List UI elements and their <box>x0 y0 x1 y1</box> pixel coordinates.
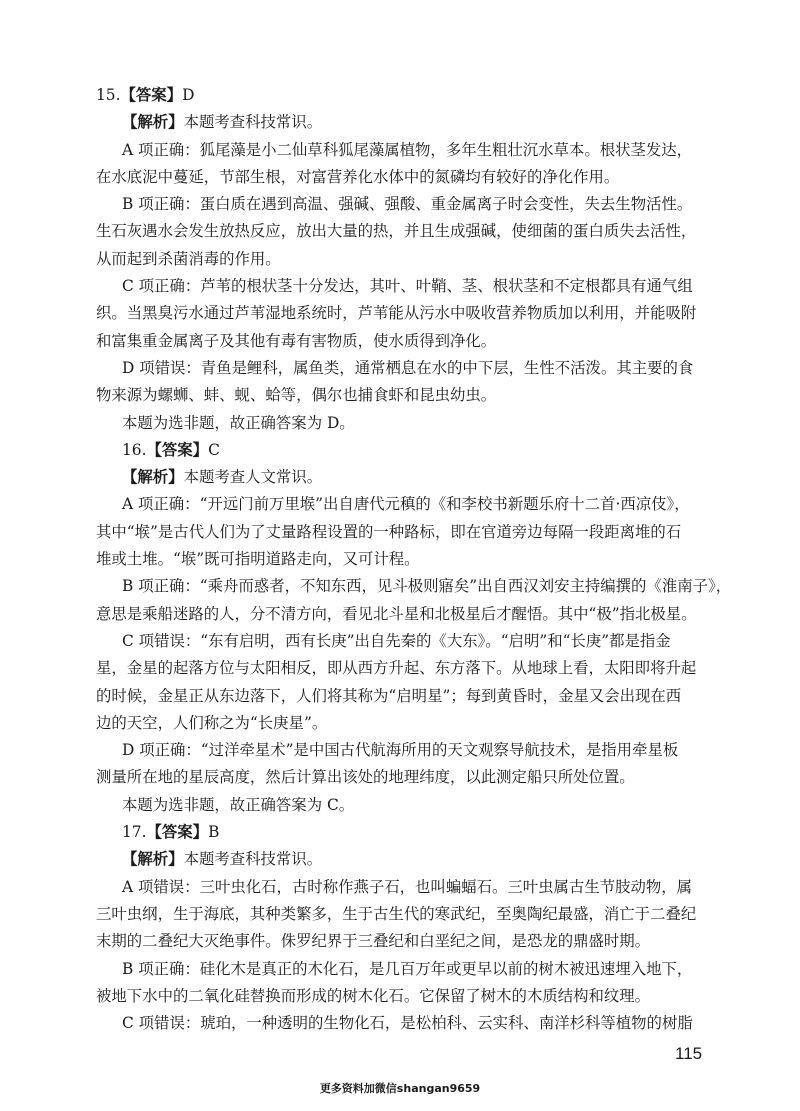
paragraph-line: 生石灰遇水会发生放热反应，放出大量的热，并且生成强碱，使细菌的蛋白质失去活性， <box>96 222 697 241</box>
paragraph-line: C 项错误：琥珀，一种透明的生物化石，是松柏科、云实科、南洋杉科等植物的树脂 <box>122 1014 693 1033</box>
paragraph-line: 在水底泥中蔓延，节部生根，对富营养化水体中的氮磷均有较好的净化作用。 <box>96 167 620 186</box>
page-number: 115 <box>675 1044 703 1063</box>
paragraph-line: 织。当黑臭污水通过芦苇湿地系统时，芦苇能从污水中吸收营养物质加以利用，并能吸附 <box>96 304 697 323</box>
answer-value: B <box>208 823 220 842</box>
paragraph-line: 三叶虫纲，生于海底，其种类繁多，生于古生代的寒武纪，至奥陶纪最盛，消亡于二叠纪 <box>96 904 697 923</box>
paragraph-line: A 项正确：“开远门前万里堠”出自唐代元稹的《和李校书新题乐府十二首·西凉伎》， <box>122 495 690 514</box>
question-number: 15. <box>96 86 121 104</box>
question-number: 17. <box>122 823 147 842</box>
paragraph-line: 意思是乘船迷路的人，分不清方向，看见北斗星和北极星后才醒悟。其中“极”指北极星。 <box>96 604 697 623</box>
explanation-label: 【解析】 <box>122 850 184 869</box>
paragraph-line: C 项正确：芦苇的根状茎十分发达，其叶、叶鞘、茎、根状茎和不定根都具有通气组 <box>122 277 693 296</box>
explanation-label: 【解析】 <box>122 113 184 132</box>
paragraph-line: B 项正确：硅化木是真正的木化石，是几百万年或更早以前的树木被迅速埋入地下， <box>122 959 693 978</box>
paragraph-line: 物来源为螺蛳、蚌、蚬、蛤等，偶尔也捕食虾和昆虫幼虫。 <box>96 386 497 405</box>
paragraph-line: D 项正确：“过洋牵星术”是中国古代航海所用的天文观察导航技术，是指用牵星板 <box>122 741 679 760</box>
q17-answer-line <box>96 819 710 846</box>
paragraph-line: 被地下水中的二氧化硅替换而形成的树木化石。它保留了树木的木质结构和纹理。 <box>96 986 651 1005</box>
explanation-intro: 本题考查科技常识。 <box>183 850 323 869</box>
answer-label: 【答案】 <box>120 86 183 104</box>
paragraph-line: 从而起到杀菌消毒的作用。 <box>96 249 281 268</box>
q15-explanation-header <box>96 109 710 136</box>
q17-explanation-header <box>96 846 710 873</box>
explanation-label: 【解析】 <box>122 468 184 487</box>
conclusion-line: 本题为选非题，故正确答案为 C。 <box>122 795 355 814</box>
q16-explanation-header <box>96 464 710 491</box>
paragraph-line: 末期的二叠纪大灭绝事件。侏罗纪界于三叠纪和白垩纪之间，是恐龙的鼎盛时期。 <box>96 932 651 951</box>
footer-watermark: 更多资料加微信shangan9659 <box>319 1082 481 1095</box>
answer-label: 【答案】 <box>146 823 209 842</box>
answer-value: C <box>208 440 220 459</box>
paragraph-line: A 项正确：狐尾藻是小二仙草科狐尾藻属植物，多年生粗壮沉水草本。根状茎发达， <box>122 140 693 159</box>
paragraph-line: D 项错误：青鱼是鲤科，属鱼类，通常栖息在水的中下层，生性不活泼。其主要的食 <box>122 358 694 377</box>
explanation-intro: 本题考查科技常识。 <box>183 113 323 132</box>
paragraph-line: 星，金星的起落方位与太阳相反，即从西方升起、东方落下。从地球上看，太阳即将升起 <box>96 659 697 678</box>
answer-explanations <box>96 82 732 1037</box>
paragraph-line: 的时候，金星正从东边落下，人们将其称为“启明星”；每到黄昏时，金星又会出现在西 <box>96 686 682 705</box>
paragraph-line: A 项错误：三叶虫化石，古时称作燕子石，也叫蝙蝠石。三叶虫属古生节肢动物，属 <box>122 877 693 896</box>
q16-answer-line <box>96 437 710 464</box>
paragraph-line: 堆或土堆。“堠”既可指明道路走向，又可计程。 <box>96 550 420 569</box>
answer-value: D <box>182 86 195 104</box>
explanation-intro: 本题考查人文常识。 <box>183 468 323 487</box>
conclusion-line: 本题为选非题，故正确答案为 D。 <box>122 413 355 432</box>
paragraph-line: C 项错误：“东有启明，西有长庚”出自先秦的《大东》。“启明”和“长庚”都是指金 <box>122 631 671 650</box>
paragraph-line: B 项正确：“乘舟而惑者，不知东西，见斗极则寤矣”出自西汉刘安主持编撰的《淮南子》， <box>122 577 732 596</box>
answer-label: 【答案】 <box>146 440 209 459</box>
paragraph-line: 测量所在地的星辰高度，然后计算出该处的地理纬度，以此测定船只所处位置。 <box>96 768 635 787</box>
q15-answer-line <box>96 82 710 109</box>
question-number: 16. <box>122 440 147 459</box>
paragraph-line: 边的天空，人们称之为“长庚星”。 <box>96 713 328 732</box>
paragraph-line: B 项正确：蛋白质在遇到高温、强碱、强酸、重金属离子时会变性，失去生物活性。 <box>122 195 693 214</box>
paragraph-line: 和富集重金属离子及其他有毒有害物质，使水质得到净化。 <box>96 331 497 350</box>
paragraph-line: 其中“堠”是古代人们为了丈量路程设置的一种路标，即在官道旁边每隔一段距离堆的石 <box>96 522 682 541</box>
